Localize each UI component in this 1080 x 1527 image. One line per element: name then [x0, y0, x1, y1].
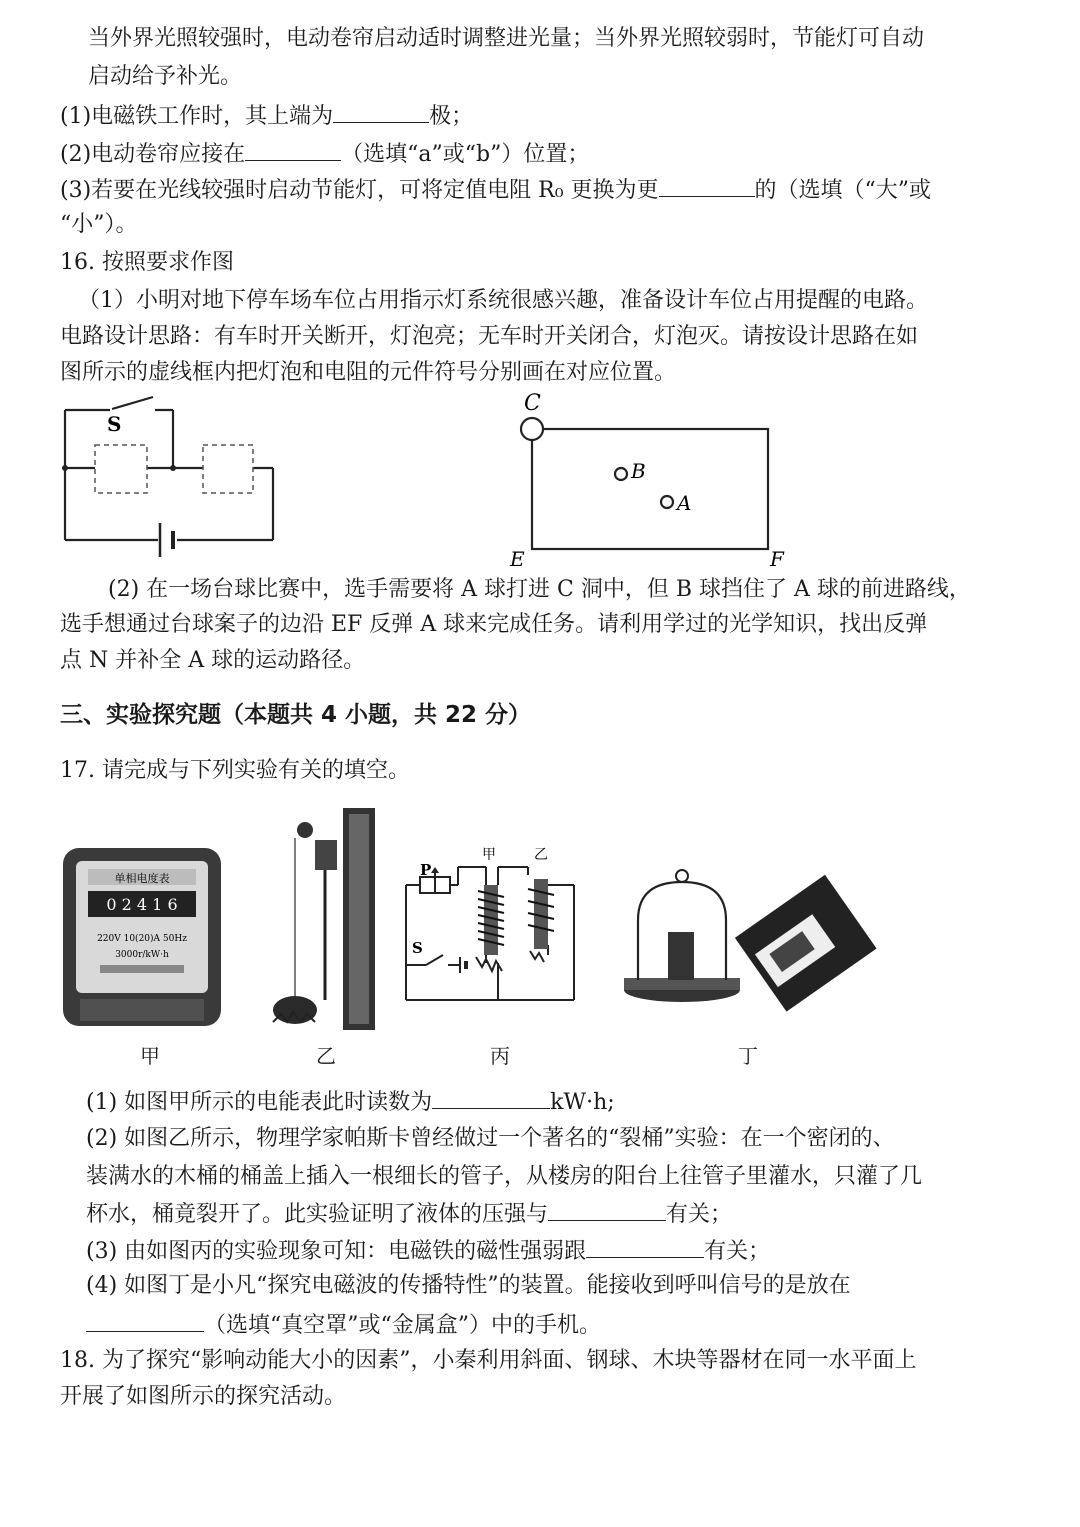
label-e: E [510, 547, 525, 570]
q17-title: 17. 请完成与下列实验有关的填空。 [60, 758, 410, 783]
q15-part2 [60, 138, 589, 170]
caption-jia: 甲 [140, 1044, 160, 1068]
circuit-label-p: P [420, 861, 432, 879]
answer-blank[interactable] [659, 174, 755, 197]
q17-part1-text: (1) 如图甲所示的电能表此时读数为 [86, 1090, 433, 1115]
label-f: F [770, 547, 784, 570]
answer-blank[interactable] [86, 1309, 204, 1332]
q16-p1-line3: 图所示的虚线框内把灯泡和电阻的元件符号分别画在对应位置。 [60, 360, 677, 385]
label-c: C [524, 391, 541, 416]
parking-circuit-diagram [55, 395, 295, 570]
circuit-label-s: S [412, 939, 423, 957]
pascal-barrel-figure [265, 800, 385, 1040]
q15-part2-text: (2)电动卷帘应接在 [60, 142, 246, 167]
ball-b [615, 468, 627, 480]
q16-p1-line1: （1）小明对地下停车场车位占用指示灯系统很感兴趣，准备设计车位占用提醒的电路。 [78, 288, 928, 313]
circuit-label-yi: 乙 [534, 847, 548, 863]
caption-ding: 丁 [738, 1044, 758, 1068]
answer-blank[interactable] [586, 1235, 704, 1258]
q15-part3 [60, 174, 931, 206]
label-b: B [631, 459, 646, 483]
q17-part1 [86, 1086, 615, 1118]
q15-part3-cont: “小”）。 [60, 212, 138, 237]
meter-rate: 3000r/kW·h [115, 950, 169, 960]
q16-title: 16. 按照要求作图 [60, 250, 234, 275]
caption-yi: 乙 [316, 1044, 336, 1068]
billiard-table-diagram [500, 388, 800, 570]
electromagnet-circuit-figure [398, 845, 583, 1015]
q15-part1 [60, 100, 473, 132]
section-3-heading: 三、实验探究题（本题共 4 小题，共 22 分） [60, 702, 532, 728]
answer-blank[interactable] [548, 1198, 666, 1221]
pocket-c [521, 418, 543, 440]
q16-p2-line2: 选手想通过台球案子的边沿 EF 反弹 A 球来完成任务。请利用学过的光学知识，找出反弹 [60, 612, 928, 637]
meter-specs: 220V 10(20)A 50Hz [97, 934, 187, 944]
q15-part2-suffix: （选填“a”或“b”）位置； [341, 142, 590, 167]
ball-a [661, 496, 673, 508]
q17-part1-unit: kW·h; [550, 1090, 615, 1115]
electricity-meter-figure [60, 845, 225, 1030]
q16-p2-line1: (2) 在一场台球比赛中，选手需要将 A 球打进 C 洞中，但 B 球挡住了 A 球的前进路线， [108, 577, 971, 602]
q17-part3-suffix: 有关； [704, 1239, 771, 1264]
dashed-box-right [203, 445, 253, 493]
dashed-box-left [95, 445, 147, 493]
q17-part4-line1: (4) 如图丁是小凡“探究电磁波的传播特性”的装置。能接收到呼叫信号的是放在 [86, 1273, 851, 1298]
phone-in-jar [668, 932, 694, 980]
q18-line2: 开展了如图所示的探究活动。 [60, 1384, 347, 1409]
q18-line1: 18. 为了探究“影响动能大小的因素”，小秦利用斜面、钢球、木块等器材在同一水平面上 [60, 1348, 917, 1373]
q17-part4-line2 [86, 1309, 601, 1341]
meter-reading: 0 2 4 1 6 [106, 895, 178, 914]
q17-part2-line2: 装满水的木桶的桶盖上插入一根细长的管子，从楼房的阳台上往管子里灌水，只灌了几 [86, 1164, 923, 1189]
caption-bing: 丙 [490, 1044, 510, 1068]
q17-part3 [86, 1235, 770, 1267]
q17-part4-suffix: （选填“真空罩”或“金属盒”）中的手机。 [204, 1313, 601, 1338]
switch-blade [112, 397, 153, 409]
q17-part2-line1: (2) 如图乙所示，物理学家帕斯卡曾经做过一个著名的“裂桶”实验：在一个密闭的、 [86, 1126, 895, 1151]
q17-part2-suffix: 有关； [666, 1202, 733, 1227]
answer-blank[interactable] [333, 100, 429, 123]
circuit-label-jia: 甲 [482, 847, 496, 863]
q15-part3-suffix: 的（选填（“大”或 [754, 178, 932, 203]
q17-part3-text: (3) 由如图丙的实验现象可知：电磁铁的磁性强弱跟 [86, 1239, 587, 1264]
q15-part1-suffix: 极； [429, 104, 474, 129]
answer-blank[interactable] [432, 1086, 550, 1109]
q15-part1-text: (1)电磁铁工作时，其上端为 [60, 104, 334, 129]
label-a: A [677, 491, 692, 515]
q17-part2-line3 [86, 1198, 732, 1230]
intro-line-2: 启动给予补光。 [88, 64, 243, 89]
switch-label: S [107, 412, 122, 436]
q17-part2-text: 杯水，桶竟裂开了。此实验证明了液体的压强与 [86, 1202, 549, 1227]
meter-title: 单相电度表 [114, 872, 170, 885]
intro-line-1: 当外界光照较强时，电动卷帘启动适时调整进光量；当外界光照较弱时，节能灯可自动 [88, 26, 925, 51]
em-wave-setup-figure [620, 860, 915, 1020]
q16-p2-line3: 点 N 并补全 A 球的运动路径。 [60, 648, 366, 673]
q16-p1-line2: 电路设计思路：有车时开关断开，灯泡亮；无车时开关闭合，灯泡灭。请按设计思路在如 [60, 324, 919, 349]
q15-part3-text: (3)若要在光线较强时启动节能灯，可将定值电阻 R₀ 更换为更 [60, 178, 659, 203]
answer-blank[interactable] [245, 138, 341, 161]
